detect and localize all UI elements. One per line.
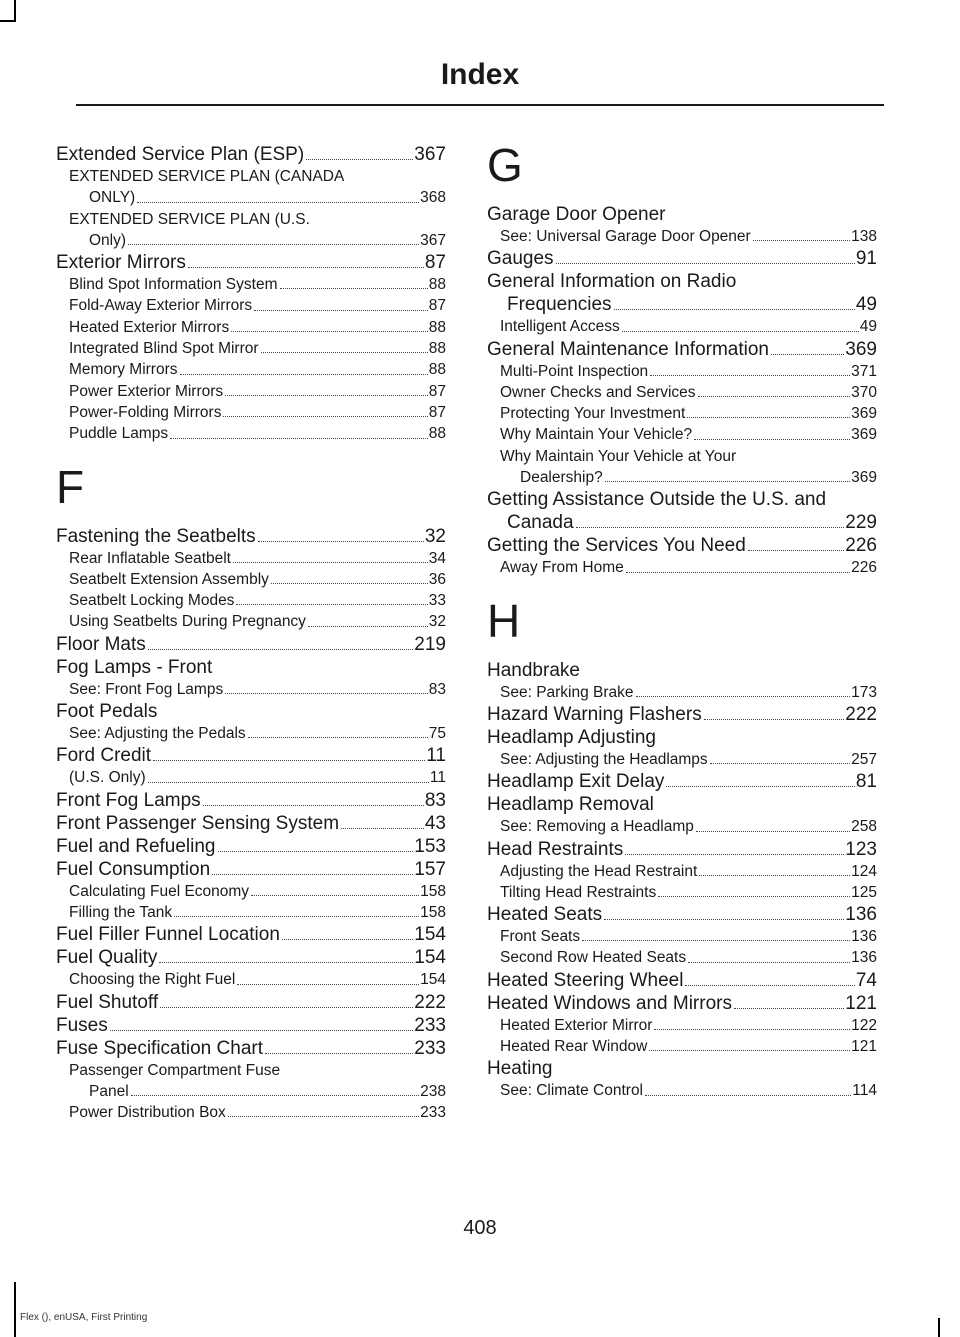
entry-label: Heated Windows and Mirrors	[487, 992, 732, 1014]
index-subentry[interactable]	[56, 381, 446, 402]
index-subentry[interactable]	[56, 295, 446, 316]
dot-leader	[625, 854, 844, 855]
entry-label: See: Removing a Headlamp	[500, 818, 694, 836]
entry-label: Calculating Fuel Economy	[69, 882, 250, 900]
dot-leader	[170, 438, 428, 439]
index-subentry[interactable]	[487, 557, 877, 578]
entry-label: Owner Checks and Services	[500, 383, 696, 401]
index-entry[interactable]	[487, 838, 877, 861]
index-entry[interactable]	[56, 143, 446, 166]
index-subentry[interactable]	[56, 569, 446, 590]
dot-leader	[614, 309, 855, 310]
dot-leader	[771, 354, 844, 355]
dot-leader	[698, 396, 851, 397]
index-entry[interactable]	[56, 1014, 446, 1037]
page-reference[interactable]: 233	[420, 1104, 446, 1122]
page-reference[interactable]: 371	[851, 362, 877, 380]
index-subentry[interactable]	[487, 947, 877, 968]
header-divider	[76, 104, 884, 106]
index-subentry[interactable]	[56, 166, 446, 209]
index-entry[interactable]	[487, 969, 877, 992]
index-subentry[interactable]	[487, 446, 877, 489]
page-reference[interactable]: 88	[428, 340, 446, 358]
index-entry[interactable]	[487, 726, 877, 749]
index-entry[interactable]	[56, 812, 446, 835]
index-entry[interactable]	[56, 858, 446, 881]
dot-leader	[231, 331, 428, 332]
index-entry[interactable]	[487, 659, 877, 682]
entry-label: Fastening the Seatbelts	[56, 525, 256, 547]
entry-label: Only)	[89, 231, 127, 249]
page-reference[interactable]: 136	[851, 928, 877, 946]
index-entry[interactable]	[56, 700, 446, 723]
crop-mark	[14, 0, 16, 22]
dot-leader	[685, 985, 854, 986]
page-reference[interactable]: 367	[414, 144, 446, 165]
index-subentry[interactable]	[56, 317, 446, 338]
page-reference[interactable]: 369	[851, 426, 877, 444]
index-subentry[interactable]	[56, 359, 446, 380]
index-entry[interactable]	[56, 1037, 446, 1060]
dot-leader	[282, 939, 413, 940]
index-entry[interactable]	[56, 525, 446, 548]
entry-label: See: Front Fog Lamps	[69, 680, 224, 698]
entry-label: Fuel and Refueling	[56, 835, 216, 857]
page-reference[interactable]: 369	[851, 405, 877, 423]
entry-label: Getting the Services You Need	[487, 535, 746, 557]
entry-label: Fold-Away Exterior Mirrors	[69, 297, 253, 315]
dot-leader	[228, 1116, 419, 1117]
entry-label: Seatbelt Extension Assembly	[69, 570, 269, 588]
entry-label: Headlamp Adjusting	[487, 726, 656, 748]
entry-label: Handbrake	[487, 659, 580, 681]
index-entry[interactable]	[487, 338, 877, 361]
entry-label: Foot Pedals	[56, 701, 158, 723]
entry-label: Adjusting the Head Restraint	[500, 862, 698, 880]
page-reference[interactable]: 83	[428, 680, 446, 698]
page-reference[interactable]: 32	[428, 613, 446, 631]
dot-leader	[248, 737, 428, 738]
dot-leader	[223, 416, 427, 417]
entry-label: Dealership?	[520, 469, 603, 487]
entry-label: Away From Home	[500, 559, 624, 577]
entry-label: Using Seatbelts During Pregnancy	[69, 613, 306, 631]
page-reference[interactable]: 87	[424, 252, 446, 274]
dot-leader	[341, 828, 424, 829]
page-reference[interactable]: 88	[428, 318, 446, 336]
entry-label: Power-Folding Mirrors	[69, 403, 222, 421]
index-section-letter: F	[56, 460, 85, 513]
index-entry[interactable]	[56, 656, 446, 679]
page-reference[interactable]: 87	[428, 382, 446, 400]
entry-label: Heating	[487, 1058, 553, 1080]
dot-leader	[148, 649, 414, 650]
entry-label: Fuel Quality	[56, 947, 158, 969]
entry-label: Second Row Heated Seats	[500, 949, 687, 967]
page-reference[interactable]: 136	[845, 904, 877, 926]
page-reference[interactable]: 233	[414, 1037, 446, 1059]
dot-leader	[160, 1007, 413, 1008]
index-entry[interactable]	[56, 923, 446, 946]
index-section-letter: G	[487, 139, 523, 191]
index-subentry[interactable]	[56, 548, 446, 569]
page-title: Index	[440, 58, 520, 91]
dot-leader	[153, 760, 425, 761]
entry-label: Frequencies	[507, 294, 612, 316]
entry-label: Intelligent Access	[500, 318, 620, 336]
dot-leader	[654, 1029, 850, 1030]
page-reference[interactable]: 125	[851, 883, 877, 901]
page-reference[interactable]: 49	[859, 318, 877, 336]
entry-label: Heated Exterior Mirrors	[69, 318, 230, 336]
index-entry[interactable]	[56, 991, 446, 1014]
index-subentry[interactable]	[56, 423, 446, 444]
index-entry[interactable]	[487, 270, 877, 316]
entry-label: Why Maintain Your Vehicle at Your	[500, 447, 737, 465]
entry-label: Heated Steering Wheel	[487, 969, 684, 991]
page-reference[interactable]: 136	[851, 949, 877, 967]
dot-leader	[704, 719, 845, 720]
index-subentry[interactable]	[487, 861, 877, 882]
index-entry[interactable]	[56, 633, 446, 656]
entry-label: Power Distribution Box	[69, 1104, 226, 1122]
page-reference[interactable]: 32	[424, 525, 446, 547]
entry-label: Heated Exterior Mirror	[500, 1016, 653, 1034]
dot-leader	[604, 919, 844, 920]
page-reference[interactable]: 122	[851, 1016, 877, 1034]
index-subentry[interactable]	[487, 361, 877, 382]
index-subentry[interactable]	[56, 338, 446, 359]
entry-label: General Information on Radio	[487, 271, 737, 293]
entry-label: Headlamp Removal	[487, 794, 654, 816]
entry-label: General Maintenance Information	[487, 338, 769, 360]
page-reference[interactable]: 222	[845, 703, 877, 725]
index-subentry[interactable]	[56, 969, 446, 990]
dot-leader	[280, 288, 428, 289]
dot-leader	[699, 875, 850, 876]
index-subentry[interactable]	[56, 209, 446, 252]
index-entry[interactable]	[487, 770, 877, 793]
entry-label: EXTENDED SERVICE PLAN (U.S.	[69, 210, 310, 228]
entry-label: Front Seats	[500, 928, 581, 946]
page-reference[interactable]: 367	[420, 231, 446, 249]
page-reference[interactable]: 124	[851, 862, 877, 880]
index-subentry[interactable]	[56, 402, 446, 423]
entry-label: Blind Spot Information System	[69, 276, 278, 294]
entry-label: See: Adjusting the Headlamps	[500, 750, 708, 768]
index-entry[interactable]	[56, 251, 446, 274]
entry-label: Integrated Blind Spot Mirror	[69, 340, 259, 358]
dot-leader	[658, 896, 850, 897]
dot-leader	[688, 962, 850, 963]
dot-leader	[666, 786, 854, 787]
dot-leader	[710, 763, 850, 764]
entry-label: Tilting Head Restraints	[500, 883, 657, 901]
index-entry[interactable]	[56, 835, 446, 858]
crop-mark	[938, 1318, 940, 1337]
page-reference[interactable]: 257	[851, 750, 877, 768]
page-reference[interactable]: 138	[851, 228, 877, 245]
dot-leader	[258, 541, 424, 542]
entry-label: See: Universal Garage Door Opener	[500, 228, 751, 245]
index-section-letter: H	[487, 594, 521, 647]
index-subentry[interactable]	[56, 611, 446, 632]
page-reference[interactable]: 226	[845, 535, 877, 557]
index-subentry[interactable]	[487, 382, 877, 403]
dot-leader	[306, 159, 413, 160]
entry-label: Hazard Warning Flashers	[487, 703, 702, 725]
page-reference[interactable]: 43	[424, 812, 446, 834]
index-column-left	[56, 143, 446, 1123]
dot-leader	[225, 395, 428, 396]
page-reference[interactable]: 88	[428, 276, 446, 294]
page-reference[interactable]: 81	[855, 771, 877, 793]
index-subentry[interactable]	[487, 1015, 877, 1036]
entry-label: Why Maintain Your Vehicle?	[500, 426, 693, 444]
dot-leader	[753, 240, 850, 241]
crop-mark	[0, 20, 16, 22]
page-reference[interactable]: 158	[420, 903, 446, 921]
index-subentry[interactable]	[487, 316, 877, 337]
footer-text: Flex (), enUSA, First Printing	[20, 1312, 148, 1323]
page-reference[interactable]: 154	[414, 947, 446, 969]
entry-label: EXTENDED SERVICE PLAN (CANADA	[69, 168, 345, 185]
index-subentry[interactable]	[487, 749, 877, 770]
dot-leader	[159, 962, 413, 963]
page-reference[interactable]: 87	[428, 403, 446, 421]
index-entry[interactable]	[487, 247, 877, 270]
page-reference[interactable]: 370	[851, 383, 877, 401]
dot-leader	[251, 895, 419, 896]
dot-leader	[218, 851, 414, 852]
page-reference[interactable]: 153	[414, 835, 446, 857]
index-subentry[interactable]	[487, 1080, 877, 1101]
page-reference[interactable]: 222	[414, 991, 446, 1013]
entry-label: Heated Rear Window	[500, 1038, 648, 1056]
page-reference[interactable]: 114	[852, 1082, 877, 1100]
page-reference[interactable]: 87	[428, 297, 446, 315]
dot-leader	[576, 527, 845, 528]
page-reference[interactable]: 74	[855, 969, 877, 991]
entry-label: Fuse Specification Chart	[56, 1037, 263, 1059]
entry-label: Fog Lamps - Front	[56, 656, 213, 678]
entry-label: Heated Seats	[487, 904, 603, 926]
dot-leader	[556, 263, 855, 264]
index-entry[interactable]	[487, 534, 877, 557]
crop-mark	[14, 1282, 16, 1337]
index-entry[interactable]	[56, 789, 446, 812]
dot-leader	[582, 940, 850, 941]
entry-label: Head Restraints	[487, 838, 624, 860]
page-reference[interactable]: 88	[428, 425, 446, 443]
page-reference[interactable]: 49	[855, 294, 877, 316]
index-entry[interactable]	[487, 793, 877, 816]
page-reference[interactable]: 154	[420, 971, 446, 989]
entry-label: Floor Mats	[56, 633, 146, 655]
index-subentry[interactable]	[56, 274, 446, 295]
dot-leader	[237, 984, 419, 985]
index-subentry[interactable]	[487, 424, 877, 445]
page-reference[interactable]: 75	[428, 725, 446, 743]
index-subentry[interactable]	[487, 926, 877, 947]
page-reference[interactable]: 11	[426, 745, 446, 767]
entry-label: See: Climate Control	[500, 1082, 644, 1100]
index-subentry[interactable]	[56, 723, 446, 744]
entry-label: Passenger Compartment Fuse	[69, 1061, 281, 1079]
page-reference[interactable]: 369	[851, 469, 877, 487]
entry-label: Rear Inflatable Seatbelt	[69, 549, 231, 567]
dot-leader	[605, 481, 850, 482]
index-subentry[interactable]	[56, 902, 446, 923]
dot-leader	[148, 782, 429, 783]
entry-label: Fuses	[56, 1014, 108, 1036]
index-entry[interactable]	[487, 488, 877, 534]
entry-label: Headlamp Exit Delay	[487, 771, 665, 793]
dot-leader	[748, 550, 845, 551]
entry-label: Gauges	[487, 248, 554, 270]
page-reference[interactable]: 34	[428, 549, 446, 567]
entry-label: Multi-Point Inspection	[500, 362, 649, 380]
dot-leader	[174, 916, 419, 917]
page-reference[interactable]: 121	[845, 992, 877, 1014]
entry-label: Fuel Consumption	[56, 858, 211, 880]
dot-leader	[649, 1050, 850, 1051]
index-subentry[interactable]	[487, 682, 877, 703]
page-reference[interactable]: 123	[845, 838, 877, 860]
dot-leader	[636, 696, 851, 697]
entry-label: See: Adjusting the Pedals	[69, 725, 246, 743]
page-number: 408	[463, 1217, 497, 1239]
index-subentry[interactable]	[487, 882, 877, 903]
dot-leader	[212, 874, 413, 875]
page-reference[interactable]: 219	[414, 633, 446, 655]
index-subentry[interactable]	[56, 1102, 446, 1123]
index-subentry[interactable]	[56, 1060, 446, 1103]
entry-label: Memory Mirrors	[69, 361, 178, 379]
dot-leader	[645, 1095, 851, 1096]
entry-label: Choosing the Right Fuel	[69, 971, 236, 989]
entry-label: Getting Assistance Outside the U.S. and	[487, 489, 827, 511]
entry-label: Power Exterior Mirrors	[69, 382, 224, 400]
index-entry[interactable]	[56, 744, 446, 767]
entry-label: Fuel Filler Funnel Location	[56, 924, 280, 946]
dot-leader	[236, 604, 427, 605]
page-reference[interactable]: 154	[414, 924, 446, 946]
entry-label: Filling the Tank	[69, 903, 173, 921]
page-reference[interactable]: 368	[420, 189, 446, 207]
dot-leader	[131, 1095, 419, 1096]
index-entry[interactable]	[487, 703, 877, 726]
entry-label: Puddle Lamps	[69, 425, 169, 443]
page-reference[interactable]: 158	[420, 882, 446, 900]
dot-leader	[254, 310, 428, 311]
entry-label: Canada	[507, 512, 574, 534]
page-reference[interactable]: 36	[428, 570, 446, 588]
index-subentry[interactable]	[487, 226, 877, 247]
entry-label: Protecting Your Investment	[500, 405, 686, 423]
dot-leader	[734, 1008, 844, 1009]
entry-label: Seatbelt Locking Modes	[69, 592, 235, 610]
page-reference[interactable]: 233	[414, 1014, 446, 1036]
dot-leader	[137, 202, 419, 203]
page-reference[interactable]: 88	[428, 361, 446, 379]
page-reference[interactable]: 157	[414, 858, 446, 880]
page-reference[interactable]: 226	[851, 559, 877, 577]
entry-label: Ford Credit	[56, 745, 152, 767]
page-reference[interactable]: 11	[429, 769, 446, 787]
dot-leader	[225, 693, 428, 694]
dot-leader	[622, 331, 859, 332]
dot-leader	[626, 572, 850, 573]
index-subentry[interactable]	[56, 679, 446, 700]
index-subentry[interactable]	[487, 816, 877, 837]
dot-leader	[696, 831, 850, 832]
page-reference[interactable]: 258	[851, 818, 877, 836]
page-reference[interactable]: 121	[851, 1038, 877, 1056]
entry-label: ONLY)	[89, 189, 136, 207]
page-reference[interactable]: 83	[424, 789, 446, 811]
dot-leader	[110, 1030, 414, 1031]
entry-label: Exterior Mirrors	[56, 252, 186, 274]
dot-leader	[650, 375, 850, 376]
index-entry[interactable]	[56, 946, 446, 969]
entry-label: See: Parking Brake	[500, 683, 634, 701]
index-subentry[interactable]	[487, 403, 877, 424]
entry-label: Garage Door Opener	[487, 204, 666, 225]
entry-label: Front Fog Lamps	[56, 789, 201, 811]
dot-leader	[180, 374, 428, 375]
page-reference[interactable]: 369	[845, 338, 877, 360]
dot-leader	[261, 352, 428, 353]
index-subentry[interactable]	[56, 590, 446, 611]
dot-leader	[687, 417, 850, 418]
page-reference[interactable]: 91	[855, 248, 877, 270]
page-reference[interactable]: 33	[428, 592, 446, 610]
page-reference[interactable]: 238	[420, 1082, 446, 1100]
index-subentry[interactable]	[56, 767, 446, 788]
dot-leader	[203, 805, 424, 806]
dot-leader	[265, 1053, 413, 1054]
dot-leader	[694, 439, 850, 440]
index-entry[interactable]	[487, 203, 877, 226]
index-subentry[interactable]	[487, 1036, 877, 1057]
page-reference[interactable]: 229	[845, 512, 877, 534]
entry-label: Fuel Shutoff	[56, 991, 159, 1013]
page-reference[interactable]: 173	[851, 683, 877, 701]
index-entry[interactable]	[487, 1057, 877, 1080]
index-column-right	[487, 139, 877, 1102]
dot-leader	[188, 267, 424, 268]
dot-leader	[308, 626, 428, 627]
index-entry[interactable]	[487, 992, 877, 1015]
index-entry[interactable]	[487, 903, 877, 926]
dot-leader	[271, 583, 428, 584]
entry-label: Panel	[89, 1082, 129, 1100]
entry-label: (U.S. Only)	[69, 769, 146, 787]
dot-leader	[128, 244, 419, 245]
dot-leader	[233, 562, 428, 563]
entry-label: Front Passenger Sensing System	[56, 812, 340, 834]
index-subentry[interactable]	[56, 881, 446, 902]
entry-label: Extended Service Plan (ESP)	[56, 144, 305, 165]
